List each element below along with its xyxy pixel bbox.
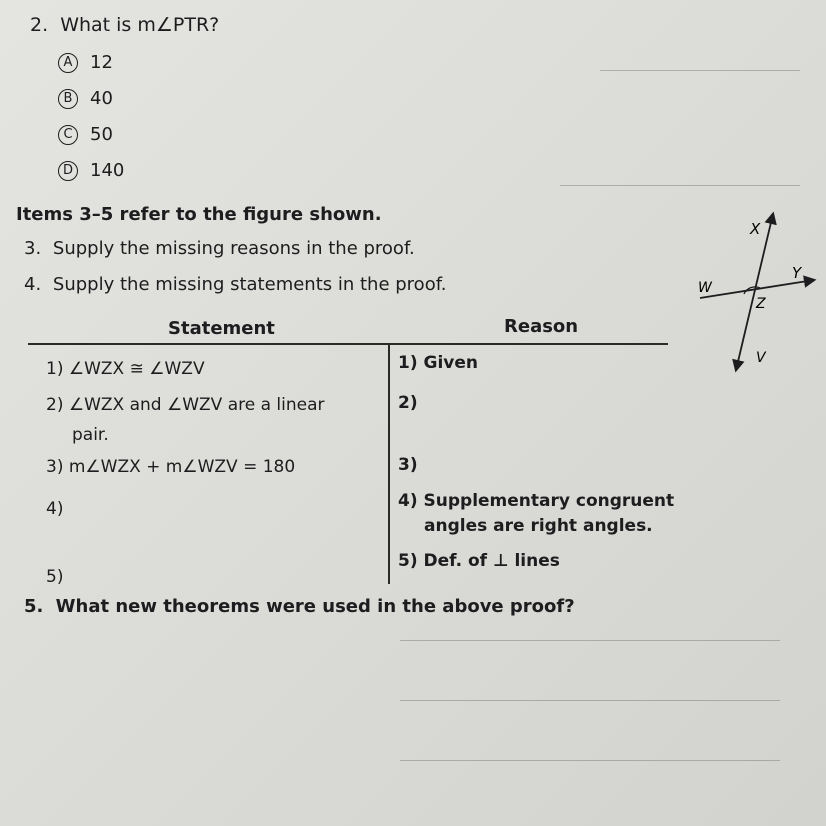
- choice-b-letter: B: [58, 89, 78, 109]
- choice-c[interactable]: [58, 124, 113, 145]
- question-4-number: 4.: [24, 274, 42, 295]
- reason-header: Reason: [504, 316, 579, 337]
- perpendicular-lines-figure: [680, 200, 820, 380]
- choice-a[interactable]: [58, 52, 113, 73]
- statement-2-cont: pair.: [72, 425, 109, 445]
- table-divider: [388, 344, 390, 584]
- choice-d-value: 140: [90, 160, 125, 181]
- label-v: V: [756, 350, 766, 366]
- choice-c-value: 50: [90, 124, 113, 145]
- question-2-text: What is m∠PTR?: [60, 14, 220, 36]
- label-z: Z: [756, 296, 766, 312]
- choice-a-letter: A: [58, 53, 78, 73]
- label-y: Y: [792, 264, 802, 282]
- statement-2: 2) ∠WZX and ∠WZV are a linear: [46, 395, 325, 415]
- reason-4-cont: angles are right angles.: [424, 516, 653, 536]
- question-3: [24, 238, 415, 259]
- reason-4: 4) Supplementary congruent: [398, 491, 675, 511]
- label-w: W: [698, 280, 712, 296]
- label-x: X: [750, 220, 761, 238]
- question-3-text: Supply the missing reasons in the proof.: [52, 238, 415, 259]
- question-5: [24, 596, 575, 617]
- reason-3: 3): [398, 455, 418, 475]
- statement-1: 1) ∠WZX ≅ ∠WZV: [46, 359, 205, 379]
- choice-a-value: 12: [90, 52, 113, 73]
- items-header: Items 3–5 refer to the figure shown.: [16, 204, 382, 225]
- question-3-number: 3.: [24, 238, 42, 259]
- question-4-text: Supply the missing statements in the proof.: [52, 274, 447, 295]
- question-2: [30, 14, 219, 36]
- question-5-number: 5.: [24, 596, 44, 617]
- statement-4: 4): [46, 499, 64, 519]
- statement-3: 3) m∠WZX + m∠WZV = 180: [46, 457, 296, 477]
- choice-b-value: 40: [90, 88, 113, 109]
- reason-5: 5) Def. of ⊥ lines: [398, 551, 560, 571]
- reason-1: 1) Given: [398, 353, 479, 373]
- statement-header: Statement: [168, 318, 275, 339]
- question-2-number: 2.: [30, 14, 49, 36]
- question-5-text: What new theorems were used in the above proof?: [55, 596, 575, 617]
- table-header-rule: [28, 343, 668, 345]
- choice-d-letter: D: [58, 161, 78, 181]
- question-4: [24, 274, 446, 295]
- choice-b[interactable]: [58, 88, 113, 109]
- choice-d[interactable]: [58, 160, 124, 181]
- choice-c-letter: C: [58, 125, 78, 145]
- reason-2: 2): [398, 393, 418, 413]
- statement-5: 5): [46, 567, 64, 587]
